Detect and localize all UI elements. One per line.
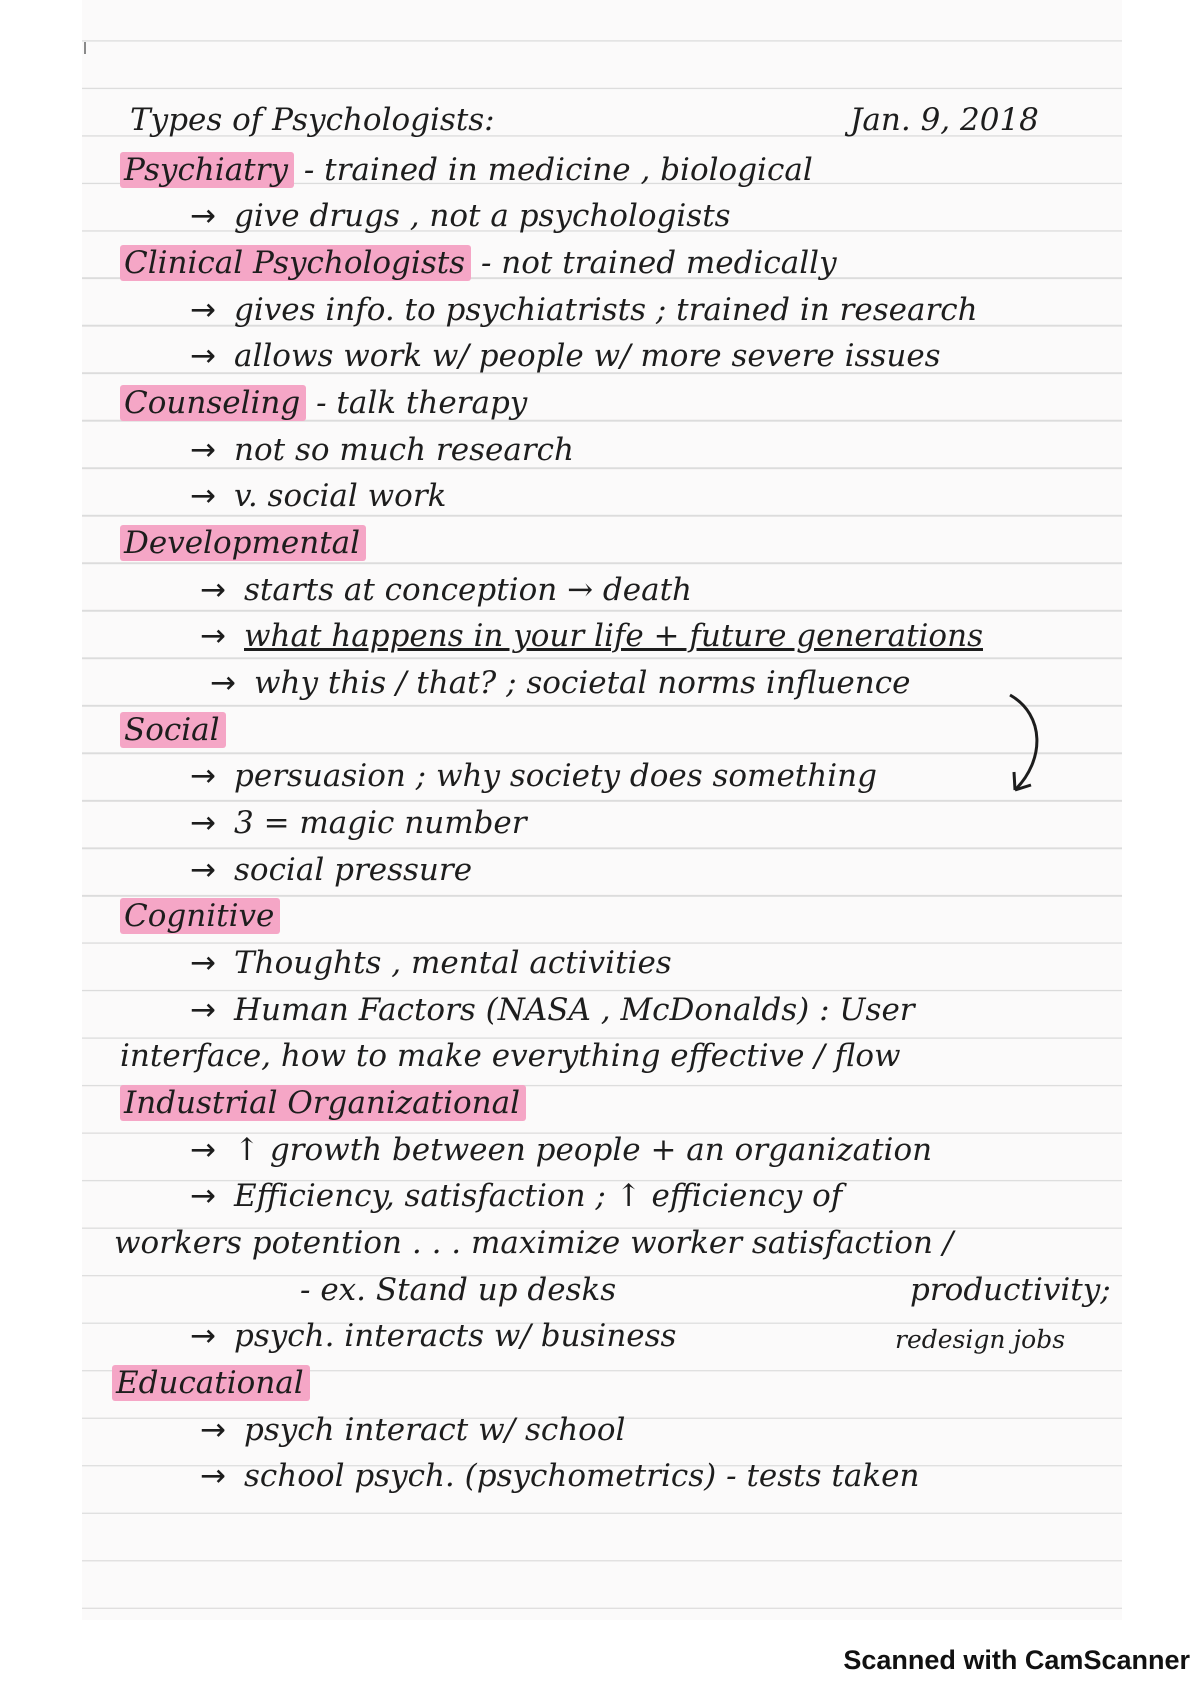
note-text: - talk therapy xyxy=(306,385,528,421)
note-line xyxy=(190,990,915,1030)
note-line xyxy=(114,1223,953,1263)
note-line xyxy=(190,430,574,470)
arrow-icon: → xyxy=(190,338,216,374)
note-line xyxy=(200,1456,919,1496)
note-line xyxy=(190,1176,842,1216)
note-line xyxy=(120,243,837,283)
note-text: psych interact w/ school xyxy=(244,1412,626,1448)
note-text: v. social work xyxy=(234,478,447,514)
note-text: social pressure xyxy=(234,852,473,888)
side-note-redesign: redesign jobs xyxy=(895,1325,1066,1354)
arrow-icon: → xyxy=(190,198,216,234)
note-text: - trained in medicine , biological xyxy=(293,152,813,188)
note-text: school psych. (psychometrics) - tests taken xyxy=(244,1458,920,1494)
arrow-icon: → xyxy=(190,758,216,794)
arrow-icon: → xyxy=(190,1178,216,1214)
arrow-icon: → xyxy=(210,665,236,701)
note-line xyxy=(120,150,813,190)
term-highlight: Industrial Organizational xyxy=(120,1085,526,1121)
note-text: gives info. to psychiatrists ; trained in research xyxy=(234,292,978,328)
term-highlight: Cognitive xyxy=(120,898,280,934)
note-line xyxy=(210,663,910,703)
note-line xyxy=(200,1410,625,1450)
arrow-icon: → xyxy=(190,478,216,514)
arrow-icon: → xyxy=(190,852,216,888)
note-line xyxy=(300,1270,616,1310)
note-text: workers potention . . . maximize worker satisfaction / xyxy=(114,1225,954,1261)
note-line xyxy=(190,476,446,516)
note-text: persuasion ; why society does something xyxy=(234,758,877,794)
note-text: starts at conception → death xyxy=(244,572,693,608)
term-highlight: Clinical Psychologists xyxy=(120,245,471,281)
note-line xyxy=(190,290,978,330)
curved-arrow-icon xyxy=(1000,690,1060,800)
note-text: psych. interacts w/ business xyxy=(234,1318,677,1354)
note-date: Jan. 9, 2018 xyxy=(850,102,1039,138)
term-highlight: Developmental xyxy=(120,525,366,561)
margin-mark xyxy=(84,42,86,54)
note-text: not so much research xyxy=(234,432,574,468)
note-line xyxy=(112,1363,310,1403)
note-text: Human Factors (NASA , McDonalds) : User xyxy=(234,992,915,1028)
note-text: Thoughts , mental activities xyxy=(234,945,672,981)
note-text: ↑ growth between people + an organization xyxy=(234,1132,933,1168)
arrow-icon: → xyxy=(200,1458,226,1494)
term-highlight: Psychiatry xyxy=(120,152,294,188)
note-line xyxy=(190,850,472,890)
arrow-icon: → xyxy=(190,1318,216,1354)
note-text: interface, how to make everything effective / flow xyxy=(120,1038,901,1074)
arrow-icon: → xyxy=(190,432,216,468)
note-line xyxy=(200,570,692,610)
note-line xyxy=(120,523,366,563)
term-highlight: Social xyxy=(120,712,226,748)
arrow-icon: → xyxy=(190,805,216,841)
note-line xyxy=(120,1083,526,1123)
note-line xyxy=(190,803,527,843)
note-line xyxy=(120,710,226,750)
note-line xyxy=(190,943,672,983)
arrow-icon: → xyxy=(200,618,226,654)
note-text: Efficiency, satisfaction ; ↑ efficiency of xyxy=(234,1178,843,1214)
note-line xyxy=(120,383,527,423)
note-line xyxy=(200,616,983,656)
camscanner-watermark: Scanned with CamScanner xyxy=(843,1645,1190,1675)
note-text: 3 = magic number xyxy=(234,805,527,841)
side-note-productivity: productivity; xyxy=(910,1272,1111,1308)
note-text: give drugs , not a psychologists xyxy=(234,198,731,234)
note-text: allows work w/ people w/ more severe issues xyxy=(234,338,941,374)
arrow-icon: → xyxy=(200,572,226,608)
term-highlight: Educational xyxy=(112,1365,310,1401)
arrow-icon: → xyxy=(190,1132,216,1168)
page-title: Types of Psychologists: xyxy=(130,102,495,138)
note-line xyxy=(190,756,877,796)
term-highlight: Counseling xyxy=(120,385,306,421)
arrow-icon: → xyxy=(190,992,216,1028)
note-line xyxy=(190,196,731,236)
note-text: why this / that? ; societal norms influence xyxy=(254,665,911,701)
note-line xyxy=(190,1130,932,1170)
note-text: - not trained medically xyxy=(471,245,837,281)
note-line xyxy=(120,896,280,936)
arrow-icon: → xyxy=(190,945,216,981)
note-text: - ex. Stand up desks xyxy=(300,1272,617,1308)
arrow-icon: → xyxy=(190,292,216,328)
note-line xyxy=(190,336,941,376)
note-line xyxy=(190,1316,676,1356)
arrow-icon: → xyxy=(200,1412,226,1448)
note-line xyxy=(120,1036,901,1076)
note-text: what happens in your life + future generations xyxy=(244,618,983,654)
